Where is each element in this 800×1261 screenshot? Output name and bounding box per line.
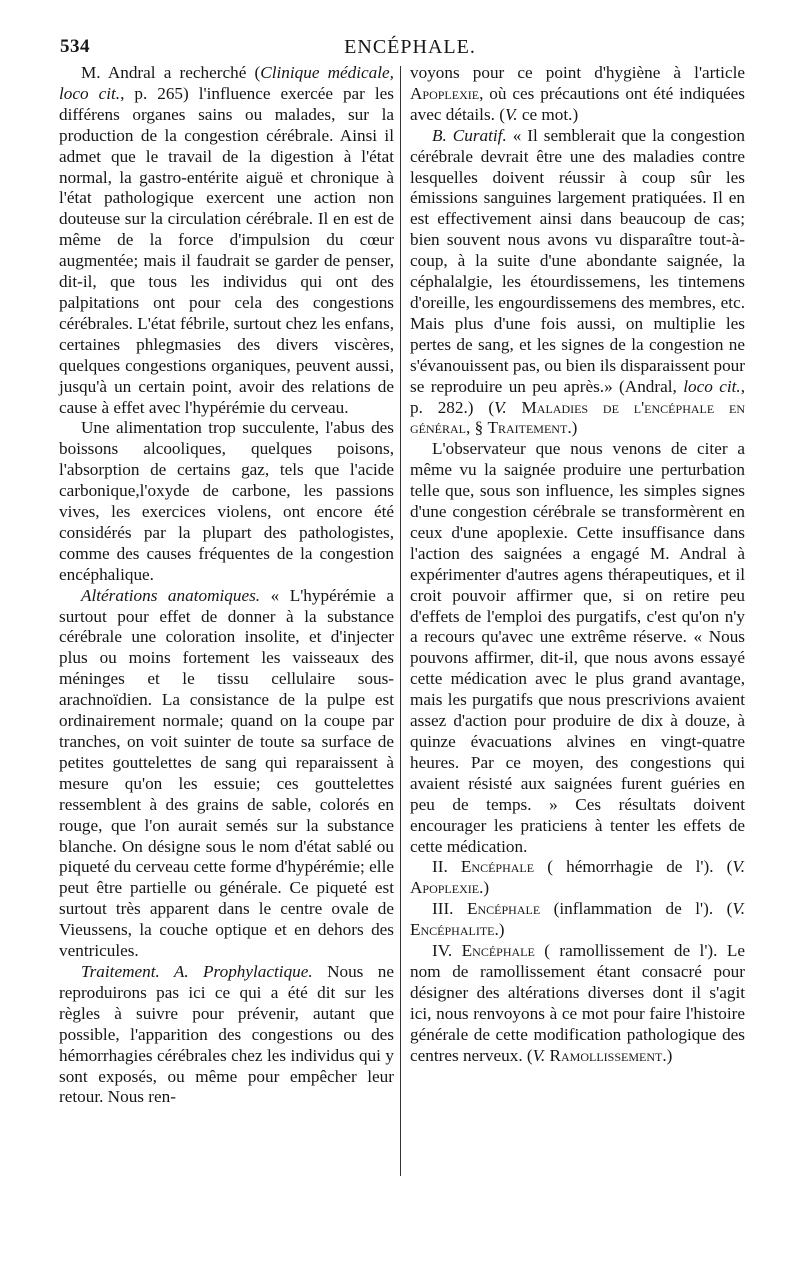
- column-divider: [400, 66, 401, 1176]
- cross-reference: Maladies de l'encéphale en général: [410, 397, 746, 438]
- page-header: [60, 36, 760, 60]
- left-column: [59, 63, 394, 1108]
- page-number: 534: [60, 36, 90, 57]
- cross-reference: Apoplexie: [410, 83, 480, 103]
- entry-heading: II. Encéphale: [432, 857, 535, 877]
- paragraph-anatomical-alterations: Altérations anatomiques. « L'hypérémie a surtout pour effet de donner à la substance cérébrale une coloration insolite, et d'injecter plus ou moins fortement les vaisseaux des méninges et le tissu cellulaire sous-arachnoïdien. La consistance de la pulpe est ordinairement normale; quand on la coupe par tranches, on voit suinter de toute sa surface de petites gouttelettes de sang qui reparaissent à mesure qu'on les essuie; ces gouttelettes ressemblent à des grains de sable, colorés en rouge, que l'on aurait semés sur la substance blanche. On désigne sous le nom d'état sablé ou piqueté du cerveau cette forme d'hypérémie; elle peut être partielle ou générale. Ce piqueté est surtout très apparent dans le centre ovale de Vieussens, la couche optique et en dehors des ventricules.: [59, 585, 394, 961]
- entry-heading: IV. Encéphale: [432, 941, 535, 961]
- citation: Clinique médicale, loco cit.: [59, 63, 394, 103]
- paragraph-causes: Une alimentation trop succulente, l'abus des boissons alcooliques, quelques poisons, l'absorption de certains gaz, tels que l'acide carbonique,l'oxyde de carbone, les passions vives, les exercices violens, ont encore été considérés par la plupart des pathologistes, comme des causes fréquentes de la congestion encéphalique.: [59, 418, 394, 584]
- running-title: ENCÉPHALE.: [344, 36, 476, 58]
- paragraph-continuation: voyons pour ce point d'hygiène à l'article Apoplexie, où ces précautions ont été indiquées avec détails. (V. ce mot.): [410, 63, 745, 124]
- paragraph-andral-research: M. Andral a recherché (Clinique médicale, loco cit., p. 265) l'influence exercée par les différens organes sains ou malades, sur la production de la congestion cérébrale. Ainsi il admet que le travail de la digestion à l'état normal, la gastro-entérite aiguë et chronique à l'état pathologique exercent une action non douteuse sur la circulation cérébrale. Il en est de même de la force d'impulsion du cœur augmentée; mais il faudrait se garder de penser, dit-il, que tous les individus qui ont des palpitations ont pour cela des congestions cérébrales. L'état fébrile, surtout chez les enfans, certaines phlegmasies des divers viscères, quelques congestions organiques, peuvent aussi, jusqu'à un certain point, avoir des relations de cause à effet avec l'hypérémie du cerveau.: [59, 63, 394, 417]
- section-heading: Altérations anatomiques.: [81, 585, 261, 605]
- paragraph-prophylactic-treatment: Traitement. A. Prophylactique. Nous ne reproduirons pas ici ce qui a été dit sur les règles à suivre pour prévenir, autant que possible, l'apparition des congestions ou des hémorrhagies cérébrales chez les individus qui y sont exposés, ou même pour empêcher leur retour. Nous ren-: [59, 961, 394, 1107]
- cross-reference: Ramollissement: [549, 1045, 663, 1065]
- paragraph-curative-treatment: B. Curatif. « Il semblerait que la congestion cérébrale devrait être une des maladies contre lesquelles doivent réussir à coup sûr les émissions sanguines largement pratiquées. Il en est effectivement ainsi dans beaucoup de cas; bien souvent nous avons vu disparaître tout-à-coup, à la suite d'une abondante saignée, la céphalalgie, les étourdissemens, les tintemens d'oreille, les engourdissemens des membres, etc. Mais plus d'une fois aussi, on multiplie les pertes de sang, et les signes de la congestion ne s'évanouissent pas, ou bien ils disparaissent pour se reproduire un peu après.» (Andral, loco cit., p. 282.) (V. Maladies de l'encéphale en général, § Traitement.): [410, 125, 746, 438]
- section-heading: Traitement. A. Prophylactique.: [81, 961, 313, 981]
- section-heading: B. Curatif.: [432, 125, 507, 145]
- cross-reference: Encéphalite: [410, 920, 495, 940]
- cross-reference: Traitement: [487, 418, 568, 438]
- right-column: [410, 63, 745, 1067]
- cross-reference: Apoplexie: [410, 878, 480, 898]
- entry-encephale-hemorrhagie: II. Encéphale ( hémorrhagie de l'). (V. Apoplexie.): [410, 857, 745, 898]
- entry-encephale-ramollissement: IV. Encéphale ( ramollissement de l'). Le nom de ramollissement étant consacré pour désigner des altérations diverses dont il s'agit ici, nous renvoyons à ce mot pour faire l'histoire générale de cette modification pathologique des centres nerveux. (V. Ramollissement.): [410, 941, 745, 1065]
- entry-encephale-inflammation: III. Encéphale (inflammation de l'). (V. Encéphalite.): [410, 899, 745, 940]
- entry-heading: III. Encéphale: [432, 899, 541, 919]
- paragraph-observer: L'observateur que nous venons de citer a même vu la saignée produire une perturbation telle que, sous son influence, les simples signes d'une congestion cérébrale se transformèrent en ceux d'une apoplexie. Cette insuffisance dans l'action des saignées a engagé M. Andral à expérimenter d'autres agens thérapeutiques, et il croit pouvoir affirmer que, si on retire peu d'effets de l'emploi des purgatifs, c'est qu'on n'y a recours qu'avec une extrême réserve. « Nous pouvons affirmer, dit-il, que nous avons essayé cette médication avec le plus grand avantage, mais les purgatifs que nous prescrivions avaient assez d'action pour produire de dix à douze, à quinze évacuations alvines en vingt-quatre heures. Par ce moyen, des congestions qui avaient résisté aux saignées furent guéries en peu de temps. » Ces résultats doivent encourager les praticiens à tenter les effets de cette médication.: [410, 439, 745, 856]
